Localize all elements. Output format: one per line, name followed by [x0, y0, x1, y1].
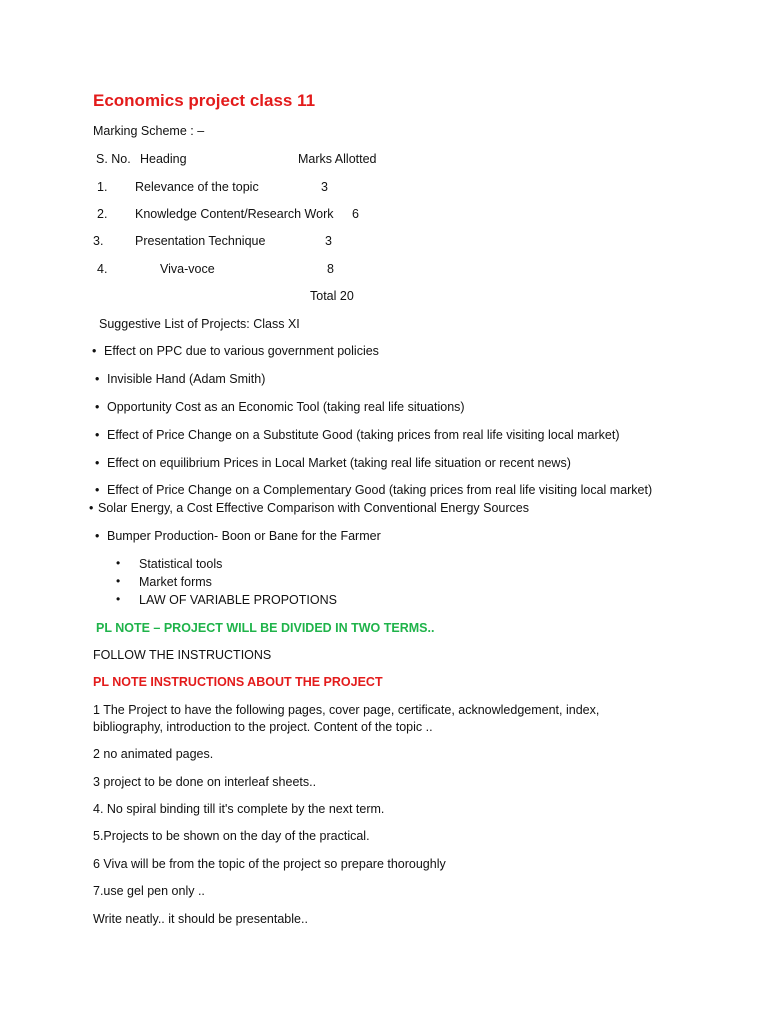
- instruction-line: 4. No spiral binding till it's complete by the next term.: [93, 802, 385, 816]
- marking-scheme-label: Marking Scheme : –: [93, 124, 205, 138]
- bullet-icon: •: [116, 556, 121, 570]
- bullet-icon: •: [116, 592, 121, 606]
- bullet-icon: •: [92, 344, 97, 358]
- row-heading: Viva-voce: [160, 262, 215, 276]
- list-item: • Effect of Price Change on a Substitute Good (taking prices from real life visiting local market): [95, 428, 620, 442]
- document-title: Economics project class 11: [93, 91, 316, 110]
- table-total: Total 20: [310, 289, 354, 303]
- row-heading: Knowledge Content/Research Work: [135, 207, 334, 221]
- follow-instructions: FOLLOW THE INSTRUCTIONS: [93, 648, 272, 662]
- row-marks: 3: [321, 180, 328, 194]
- list-item: • Effect on equilibrium Prices in Local Market (taking real life situation or recent news): [95, 456, 571, 470]
- row-heading: Relevance of the topic: [135, 180, 259, 194]
- bullet-icon: •: [116, 574, 121, 588]
- instruction-line: 6 Viva will be from the topic of the project so prepare thoroughly: [93, 857, 446, 871]
- list-item: • Opportunity Cost as an Economic Tool (taking real life situations): [95, 400, 465, 414]
- bullet-icon: •: [95, 428, 100, 442]
- table-header-marks: Marks Allotted: [298, 152, 377, 166]
- row-heading: Presentation Technique: [135, 234, 266, 248]
- bullet-icon: •: [95, 483, 100, 497]
- table-header-sno: S. No.: [96, 152, 131, 166]
- list-item: • Effect of Price Change on a Complementary Good (taking prices from real life visiting local market): [95, 483, 653, 497]
- instruction-line: bibliography, introduction to the project. Content of the topic ..: [93, 720, 433, 734]
- note-instructions-heading: PL NOTE INSTRUCTIONS ABOUT THE PROJECT: [93, 675, 383, 689]
- list-item: • Solar Energy, a Cost Effective Comparison with Conventional Energy Sources: [89, 501, 529, 515]
- instruction-line: 2 no animated pages.: [93, 747, 214, 761]
- row-marks: 3: [325, 234, 332, 248]
- suggestive-heading: Suggestive List of Projects: Class XI: [99, 317, 300, 331]
- bullet-icon: •: [89, 501, 94, 515]
- instruction-line: 7.use gel pen only ..: [93, 884, 205, 898]
- row-sno: 1.: [97, 180, 108, 194]
- row-marks: 8: [327, 262, 334, 276]
- instruction-line: 1 The Project to have the following pages, cover page, certificate, acknowledgement, index,: [93, 703, 600, 717]
- row-marks: 6: [352, 207, 359, 221]
- document-page: Economics project class 11 Marking Scheme : – S. No. Heading Marks Allotted 1. Relevance of the topic 3 2. Knowledge Content/Research Work 6 3. Presentation Technique 3 4. Viva-voce 8 Total 20 Suggestive List of Projects: Class XI • Effect on PPC due to various government policies • Invisible Hand (Adam Smith) • Opportunity Cost as an Economic Tool (taking real life situations) • Effect of Price Change on a Substitute Good (taking prices from real life visiting local market) • Effect on equilibrium Prices in Local Market (taking real life situation or recent news) • Effect of Price Change on a Complementary Good (taking prices from real life visiting local market) • Solar Energy, a Cost Effective Comparison with Conventional Energy Sources • Bumper Production- Boon or Bane for the Farmer • Statistical tools • Market forms • LAW OF VARIABLE PROPOTIONS PL NOTE – PROJECT WILL BE DIVIDED IN TWO TERMS.. FOLLOW THE INSTRUCTIONS PL NOTE INSTRUCTIONS ABOUT THE PROJECT 1 The Project to have the following pages, cover page, certificate, acknowledgement, index, bibliography, introduction to the project. Content of the topic .. 2 no animated pages. 3 project to be done on interleaf sheets.. 4. No spiral binding till it's complete by the next term. 5.Projects to be shown on the day of the practical. 6 Viva will be from the topic of the project so prepare thoroughly 7.use gel pen only .. Write neatly.. it should be presentable..: [89, 91, 653, 926]
- bullet-icon: •: [95, 400, 100, 414]
- row-sno: 2.: [97, 207, 108, 221]
- instruction-line: Write neatly.. it should be presentable..: [93, 912, 308, 926]
- list-item: • Invisible Hand (Adam Smith): [95, 372, 266, 386]
- instruction-line: 5.Projects to be shown on the day of the practical.: [93, 829, 370, 843]
- row-sno: 3.: [93, 234, 104, 248]
- table-header-heading: Heading: [140, 152, 187, 166]
- instruction-line: 3 project to be done on interleaf sheets..: [93, 775, 317, 789]
- list-item: • Effect on PPC due to various government policies: [92, 344, 379, 358]
- bullet-icon: •: [95, 372, 100, 386]
- list-item: • Bumper Production- Boon or Bane for the Farmer: [95, 529, 381, 543]
- bullet-icon: •: [95, 456, 100, 470]
- note-two-terms: PL NOTE – PROJECT WILL BE DIVIDED IN TWO TERMS..: [96, 621, 435, 635]
- bullet-icon: •: [95, 529, 100, 543]
- row-sno: 4.: [97, 262, 108, 276]
